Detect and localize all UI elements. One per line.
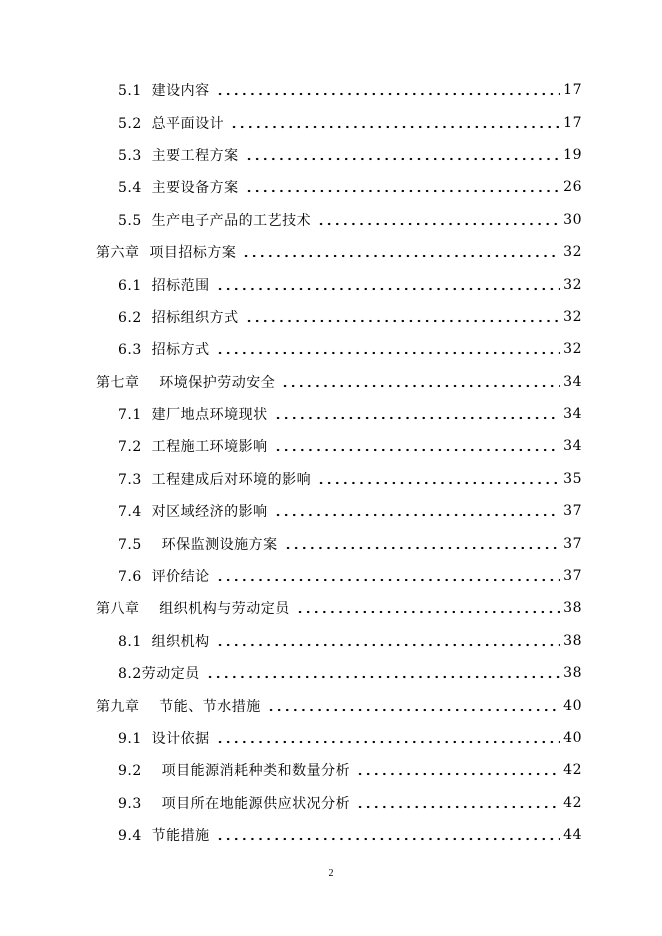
table-of-contents	[0, 74, 662, 851]
toc-entry-page: 37	[563, 535, 582, 552]
toc-entry-page: 44	[563, 827, 582, 844]
toc-entry[interactable]	[0, 398, 662, 430]
toc-entry-title: 5.3 主要工程方案	[118, 145, 243, 165]
toc-entry-title: 5.5 生产电子产品的工艺技术	[118, 210, 315, 230]
toc-dot-leader	[356, 796, 560, 810]
toc-entry[interactable]	[0, 560, 662, 592]
toc-entry-title: 7.1 建厂地点环境现状	[118, 404, 272, 424]
toc-entry[interactable]	[0, 74, 662, 106]
toc-entry-title: 7.3 工程建成后对环境的影响	[118, 469, 315, 489]
toc-entry-title: 9.4 节能措施	[118, 825, 214, 845]
toc-dot-leader	[216, 569, 560, 583]
toc-dot-leader	[245, 148, 560, 162]
toc-dot-leader	[281, 375, 560, 389]
toc-dot-leader	[216, 731, 560, 745]
toc-entry[interactable]	[0, 139, 662, 171]
toc-entry-title: 5.4 主要设备方案	[118, 177, 243, 197]
toc-entry-title: 第七章 环境保护劳动安全	[96, 372, 279, 392]
toc-entry-title: 7.4 对区域经济的影响	[118, 501, 272, 521]
toc-dot-leader	[206, 666, 560, 680]
toc-entry-page: 34	[563, 438, 582, 455]
toc-entry-page: 30	[563, 211, 582, 228]
toc-entry-page: 34	[563, 373, 582, 390]
toc-dot-leader	[296, 601, 560, 615]
toc-dot-leader	[216, 342, 560, 356]
toc-entry[interactable]	[0, 722, 662, 754]
toc-dot-leader	[317, 213, 560, 227]
toc-dot-leader	[245, 180, 560, 194]
toc-entry-page: 34	[563, 406, 582, 423]
toc-entry-title: 9.3 项目所在地能源供应状况分析	[118, 793, 354, 813]
toc-entry[interactable]	[0, 787, 662, 819]
toc-entry-page: 32	[563, 308, 582, 325]
toc-entry[interactable]	[0, 106, 662, 138]
toc-entry-page: 35	[563, 470, 582, 487]
toc-entry[interactable]	[0, 592, 662, 624]
toc-dot-leader	[216, 83, 560, 97]
toc-entry[interactable]	[0, 463, 662, 495]
toc-entry-page: 40	[563, 730, 582, 746]
toc-dot-leader	[245, 310, 560, 324]
toc-dot-leader	[274, 504, 560, 518]
toc-entry[interactable]	[0, 366, 662, 398]
toc-entry-page: 17	[563, 82, 582, 99]
toc-entry[interactable]	[0, 657, 662, 689]
toc-entry-page: 32	[563, 244, 582, 261]
toc-entry[interactable]	[0, 625, 662, 657]
toc-entry[interactable]	[0, 495, 662, 527]
toc-entry[interactable]	[0, 268, 662, 300]
toc-dot-leader	[230, 116, 560, 130]
toc-entry-title: 8.2劳动定员	[118, 663, 204, 683]
toc-entry[interactable]	[0, 204, 662, 236]
toc-entry-page: 32	[563, 276, 582, 293]
toc-entry[interactable]	[0, 819, 662, 851]
toc-entry[interactable]	[0, 171, 662, 203]
toc-dot-leader	[216, 828, 560, 842]
toc-entry-page: 42	[563, 762, 582, 779]
toc-entry-title: 8.1 组织机构	[118, 631, 214, 651]
toc-entry-title: 6.1 招标范围	[118, 275, 214, 295]
toc-entry-page: 40	[563, 697, 582, 714]
toc-entry[interactable]	[0, 689, 662, 721]
toc-entry-page: 38	[563, 665, 582, 682]
toc-entry-page: 17	[563, 114, 582, 131]
toc-entry-title: 9.1 设计依据	[118, 728, 214, 748]
toc-dot-leader	[274, 407, 560, 421]
toc-entry-title: 6.2 招标组织方式	[118, 307, 243, 327]
toc-dot-leader	[356, 763, 560, 777]
toc-entry-page: 38	[563, 600, 582, 617]
toc-entry[interactable]	[0, 527, 662, 559]
toc-entry[interactable]	[0, 754, 662, 786]
page-number: 2	[328, 868, 334, 879]
toc-entry-title: 5.1 建设内容	[118, 80, 214, 100]
toc-entry-title: 7.6 评价结论	[118, 566, 214, 586]
toc-entry[interactable]	[0, 301, 662, 333]
toc-entry[interactable]	[0, 333, 662, 365]
toc-entry-page: 37	[563, 503, 582, 520]
toc-dot-leader	[274, 439, 560, 453]
toc-entry[interactable]	[0, 430, 662, 462]
toc-entry-page: 37	[563, 568, 582, 585]
toc-entry-title: 第九章 节能、节水措施	[96, 696, 265, 716]
toc-entry-page: 26	[563, 179, 582, 196]
toc-entry-title: 7.2 工程施工环境影响	[118, 436, 272, 456]
toc-entry-page: 32	[563, 341, 582, 358]
toc-dot-leader	[284, 537, 560, 551]
toc-dot-leader	[216, 278, 560, 292]
toc-entry-page: 19	[563, 146, 582, 163]
toc-entry-title: 第六章 项目招标方案	[96, 242, 240, 262]
toc-entry-title: 7.5 环保监测设施方案	[118, 534, 282, 554]
toc-entry[interactable]	[0, 236, 662, 268]
toc-entry-title: 6.3 招标方式	[118, 339, 214, 359]
toc-entry-title: 5.2 总平面设计	[118, 113, 228, 133]
toc-dot-leader	[216, 634, 560, 648]
toc-entry-title: 9.2 项目能源消耗种类和数量分析	[118, 760, 354, 780]
toc-dot-leader	[317, 472, 560, 486]
toc-entry-page: 42	[563, 794, 582, 811]
toc-entry-page: 38	[563, 632, 582, 649]
toc-dot-leader	[242, 245, 560, 259]
toc-dot-leader	[267, 699, 560, 713]
toc-entry-title: 第八章 组织机构与劳动定员	[96, 598, 294, 618]
